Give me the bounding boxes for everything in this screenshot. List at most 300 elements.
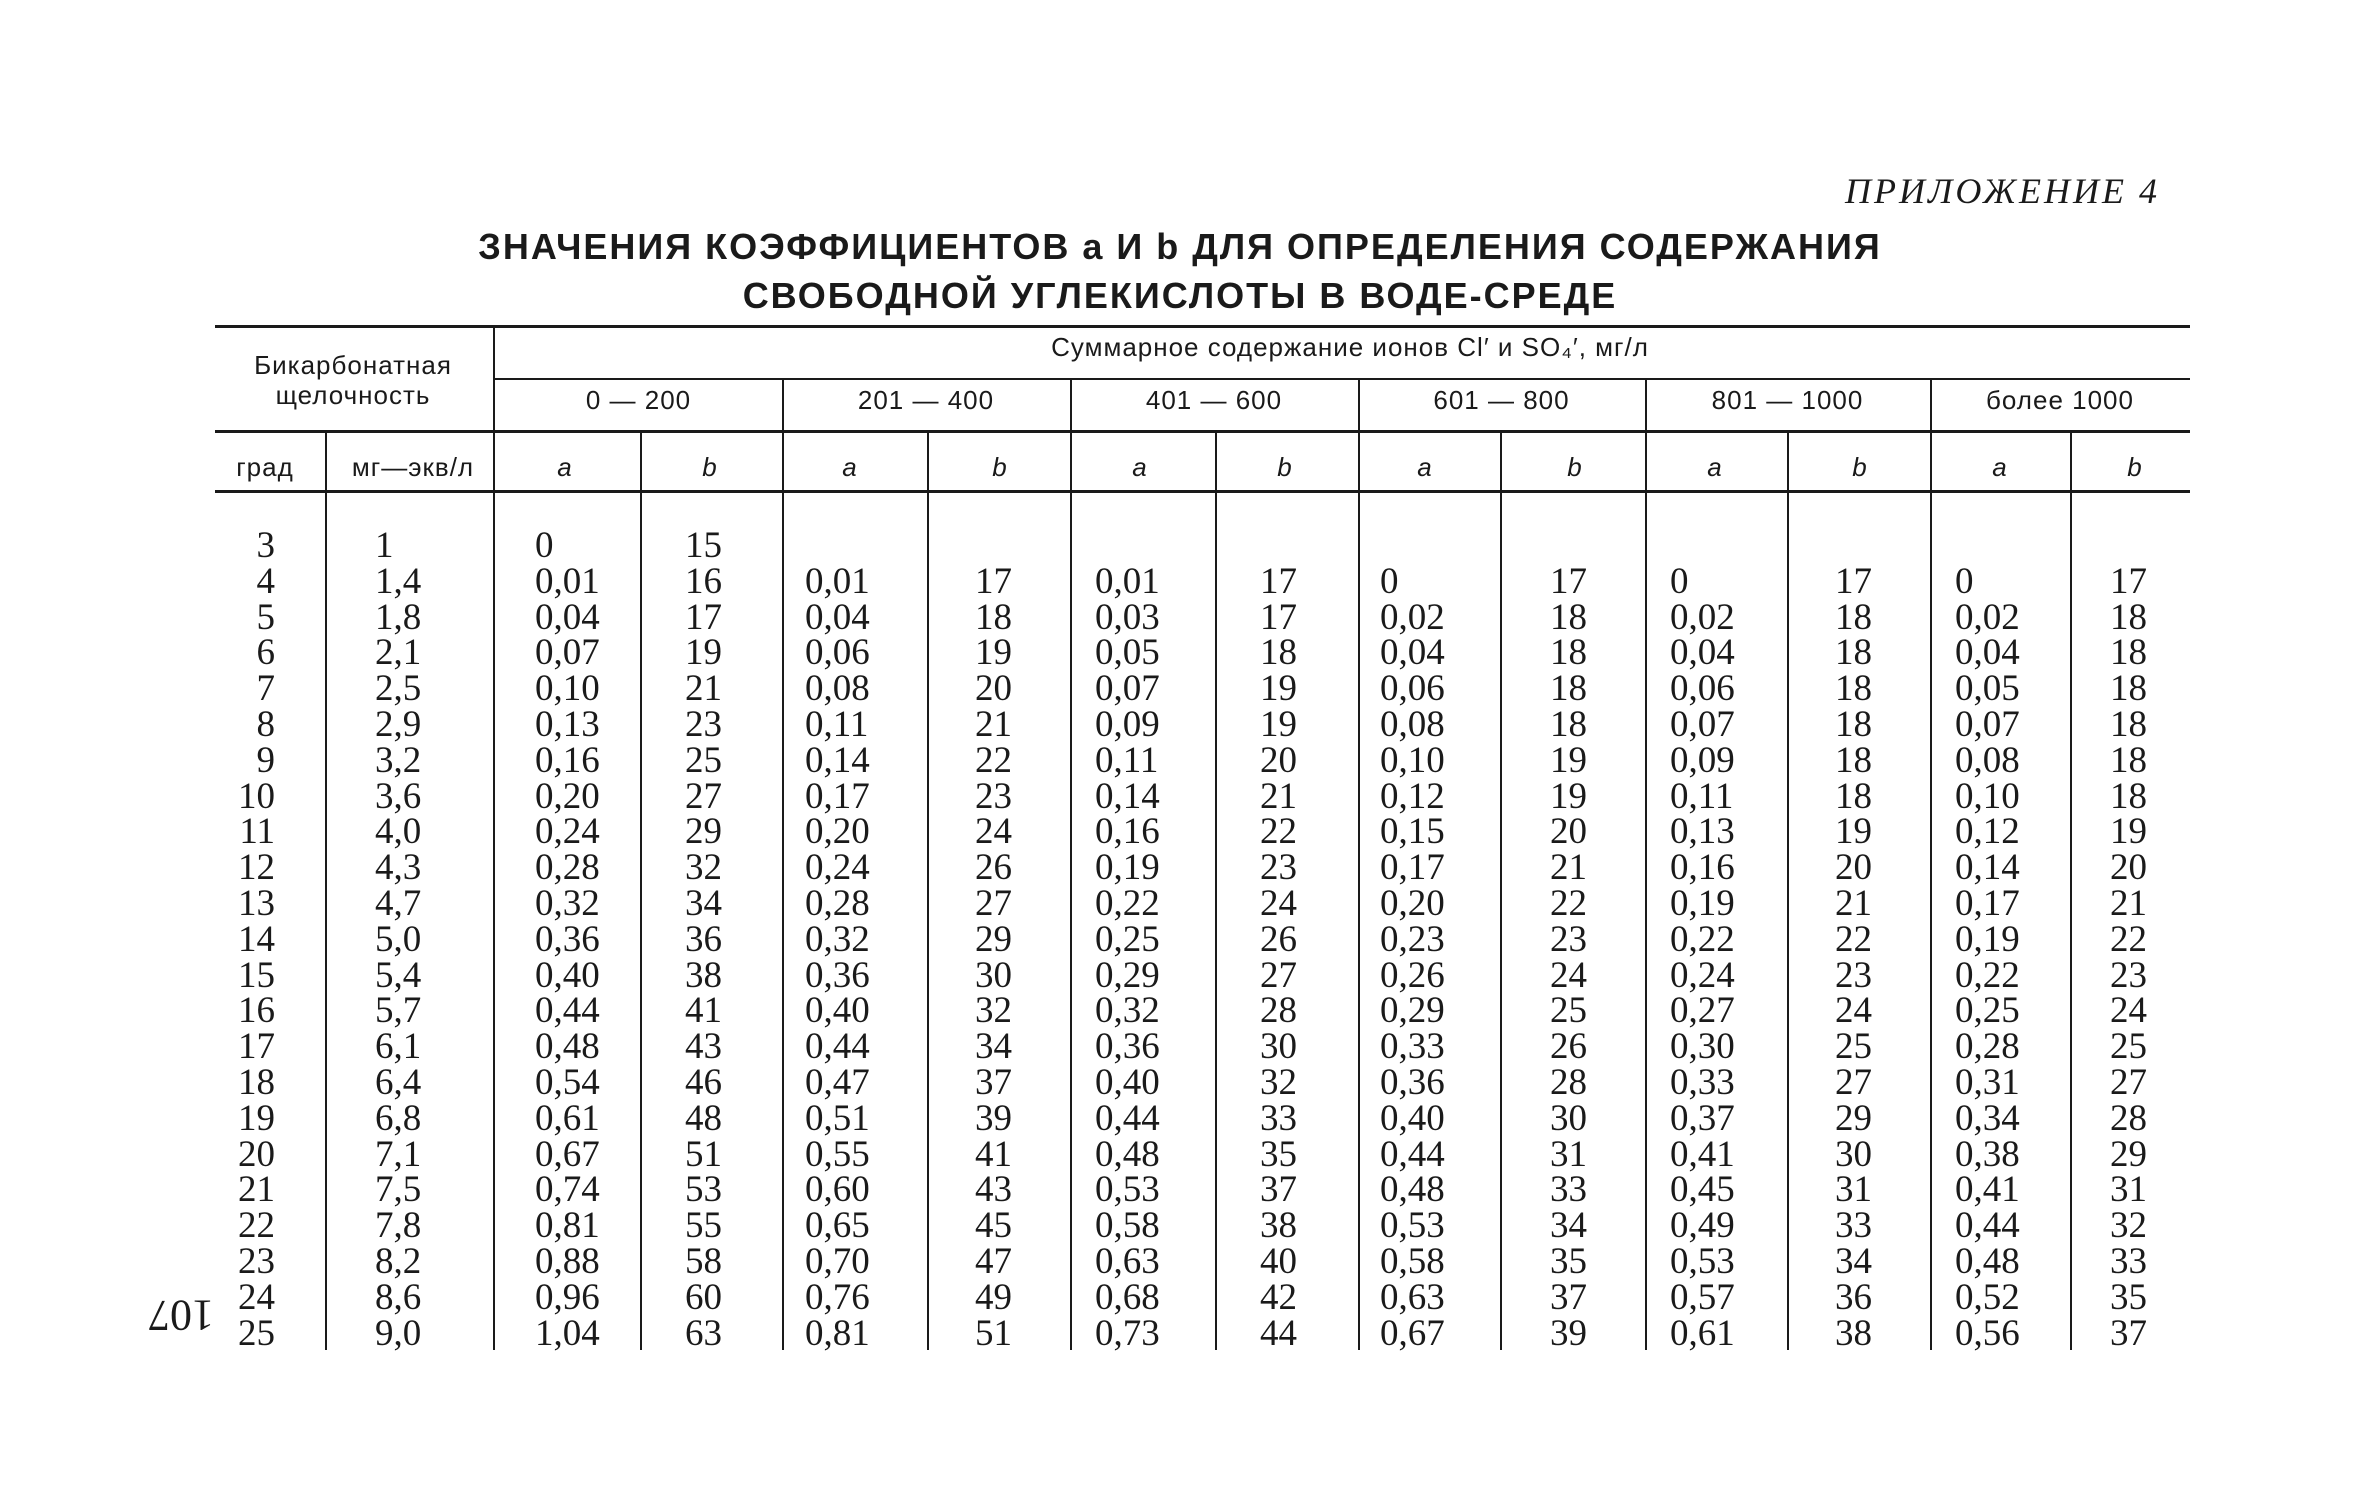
table-cell: 23 [2110,954,2147,996]
table-cell: 28 [1260,990,1297,1032]
table-cell: 0,28 [535,847,600,889]
table-cell: 17 [1260,596,1297,638]
table-cell: 0,07 [1670,704,1735,745]
table-cell: 0,81 [805,1312,870,1354]
table-cell: 20 [975,668,1012,710]
table-cell: 0,04 [1955,632,2020,674]
table-cell: 43 [975,1169,1012,1211]
subheader-b: b [992,452,1008,482]
table-cell: 0,07 [535,632,600,674]
table-cell: 25 [238,1312,275,1354]
table-cell: 60 [685,1276,722,1318]
table-cell: 45 [975,1205,1012,1247]
table-cell: 6,4 [375,1062,422,1103]
table-cell: 0,41 [1670,1133,1735,1175]
table-cell: 0,04 [535,596,600,638]
table-cell: 17 [1260,560,1297,602]
table-cell: 24 [1550,954,1587,996]
table-cell: 26 [975,847,1012,889]
table-cell: 0,09 [1670,739,1735,781]
table-cell: 33 [1550,1169,1587,1211]
table-cell: 22 [1835,918,1872,960]
group-header: 801 — 1000 [1711,385,1864,415]
table-cell: 0,14 [1095,775,1160,817]
table-cell: 0,17 [1380,847,1445,889]
table-cell: 0,22 [1955,954,2020,996]
table-cell: 17 [1550,560,1587,602]
table-cell: 23 [1550,918,1587,960]
table-cell: 0,44 [805,1026,870,1068]
table-cell: 23 [1260,847,1297,889]
table-cell: 0,58 [1095,1205,1160,1247]
table-cell: 16 [238,990,275,1032]
table-cell: 34 [1835,1241,1872,1282]
table-cell: 0,16 [535,739,600,781]
table-cell: 46 [685,1062,722,1103]
table-cell: 17 [2110,560,2147,602]
table-cell: 0,07 [1095,668,1160,710]
table-cell: 0,47 [805,1062,870,1103]
column-rule [927,432,929,492]
column-rule [927,492,929,1350]
table-cell: 0,31 [1955,1062,2020,1103]
table-cell: 0,32 [535,883,600,924]
table-cell: 0,13 [1670,811,1735,853]
table-cell: 0,48 [1095,1133,1160,1175]
group-header: более 1000 [1986,385,2134,415]
table-cell: 22 [1260,811,1297,853]
table-cell: 25 [1550,990,1587,1032]
table-cell: 0,40 [805,990,870,1032]
table-cell: 19 [238,1097,275,1139]
table-cell: 21 [685,668,722,710]
table-cell: 0,45 [1670,1169,1735,1211]
table-cell: 18 [1260,632,1297,674]
table-cell: 0,32 [805,918,870,960]
table-cell: 0,23 [1380,918,1445,960]
table-cell: 0,55 [805,1133,870,1175]
table-cell: 0,12 [1380,775,1445,817]
table-cell: 0,48 [535,1026,600,1068]
subheader-b: b [1277,452,1293,482]
mgeq-header: мг—экв/л [351,452,475,482]
table-cell: 0,44 [1380,1133,1445,1175]
table-cell: 18 [1835,632,1872,674]
table-cell: 0,44 [1955,1205,2020,1247]
table-cell: 7,8 [375,1205,422,1247]
table-top-rule [215,325,2190,328]
subheader-a: a [1992,452,2008,482]
table-cell: 0,05 [1955,668,2020,710]
table-cell: 0,36 [1380,1062,1445,1103]
table-cell: 21 [1260,775,1297,817]
left-header: Бикарбонатная щелочность [254,350,452,410]
table-cell: 0,24 [1670,954,1735,996]
table-cell: 0,03 [1095,596,1160,638]
table-cell: 12 [238,847,275,889]
table-cell: 8,6 [375,1276,422,1318]
table-cell: 32 [1260,1062,1297,1103]
table-cell: 0,32 [1095,990,1160,1032]
table-cell: 51 [975,1312,1012,1354]
table-cell: 41 [685,990,722,1032]
table-cell: 0,58 [1380,1241,1445,1282]
table-cell: 0,27 [1670,990,1735,1032]
table-cell: 0,08 [1380,704,1445,745]
table-cell: 0,17 [1955,883,2020,924]
table-cell: 0,06 [1380,668,1445,710]
table-cell: 27 [685,775,722,817]
table-cell: 20 [2110,847,2147,889]
table-cell: 0,08 [1955,739,2020,781]
table-cell: 0,33 [1380,1026,1445,1068]
table-cell: 0,63 [1380,1276,1445,1318]
table-cell: 0,48 [1380,1169,1445,1211]
table-cell: 3 [256,525,275,566]
table-cell: 37 [975,1062,1012,1103]
table-cell: 34 [1550,1205,1587,1247]
table-cell: 19 [1550,775,1587,817]
table-cell: 0,74 [535,1169,600,1211]
column-rule [2070,492,2072,1350]
table-cell: 0,01 [1095,560,1160,602]
table-cell: 31 [1835,1169,1872,1211]
table-cell: 20 [238,1133,275,1175]
table-cell: 19 [1260,668,1297,710]
table-cell: 38 [685,954,722,996]
table-cell: 27 [975,883,1012,924]
table-cell: 4,0 [375,811,422,853]
table-cell: 43 [685,1026,722,1068]
table-cell: 7,1 [375,1133,422,1175]
table-cell: 35 [1260,1133,1297,1175]
column-rule [1500,492,1502,1350]
table-cell: 18 [1550,632,1587,674]
table-cell: 17 [975,560,1012,602]
table-cell: 28 [1550,1062,1587,1103]
subheader-b: b [1567,452,1583,482]
table-cell: 27 [2110,1062,2147,1103]
table-cell: 0,38 [1955,1133,2020,1175]
group-header: 401 — 600 [1145,385,1283,415]
table-cell: 48 [685,1097,722,1139]
table-cell: 36 [685,918,722,960]
column-rule [1215,492,1217,1350]
table-cell: 0,15 [1380,811,1445,853]
table-cell: 0,22 [1095,883,1160,924]
table-cell: 0,20 [535,775,600,817]
table-cell: 23 [975,775,1012,817]
table-cell: 0,02 [1955,596,2020,638]
appendix-label: ПРИЛОЖЕНИЕ 4 [1845,171,2160,211]
table-cell: 33 [2110,1241,2147,1282]
table-cell: 0,10 [535,668,600,710]
table-cell: 51 [685,1133,722,1175]
column-rule [640,432,642,492]
group-header: 0 — 200 [585,385,692,415]
table-cell: 7,5 [375,1169,422,1211]
table-cell: 13 [238,883,275,924]
table-cell: 0,96 [535,1276,600,1318]
subheader-a: a [842,452,858,482]
table-cell: 9,0 [375,1312,422,1354]
subheader-a: a [1417,452,1433,482]
table-cell: 63 [685,1312,722,1354]
table-cell: 33 [1835,1205,1872,1247]
table-cell: 39 [975,1097,1012,1139]
table-cell: 30 [1835,1133,1872,1175]
table-cell: 3,6 [375,775,422,817]
table-cell: 44 [1260,1312,1297,1354]
table-cell: 47 [975,1241,1012,1282]
table-cell: 0,24 [805,847,870,889]
column-rule [1358,380,1360,1350]
table-cell: 0,01 [805,560,870,602]
table-cell: 24 [1835,990,1872,1032]
table-cell: 0,30 [1670,1026,1735,1068]
table-cell: 0 [1380,560,1399,602]
table-cell: 0,19 [1095,847,1160,889]
table-cell: 23 [1835,954,1872,996]
table-cell: 0,60 [805,1169,870,1211]
table-cell: 18 [1835,704,1872,745]
table-cell: 0,20 [805,811,870,853]
table-cell: 0,53 [1670,1241,1735,1282]
table-cell: 30 [1550,1097,1587,1139]
table-cell: 0,57 [1670,1276,1735,1318]
table-cell: 30 [975,954,1012,996]
table-cell: 0,41 [1955,1169,2020,1211]
table-cell: 0,11 [1095,739,1159,781]
table-cell: 19 [1550,739,1587,781]
table-cell: 1,04 [535,1312,600,1354]
table-cell: 0,70 [805,1241,870,1282]
table-cell: 0,28 [805,883,870,924]
table-cell: 37 [2110,1312,2147,1354]
table-cell: 0,40 [535,954,600,996]
table-cell: 0,06 [1670,668,1735,710]
table-cell: 0,14 [1955,847,2020,889]
column-rule [493,328,495,1350]
table-cell: 20 [1260,739,1297,781]
table-cell: 41 [975,1133,1012,1175]
table-cell: 23 [685,704,722,745]
table-cell: 6,1 [375,1026,422,1068]
table-cell: 0,40 [1380,1097,1445,1139]
table-cell: 10 [238,775,275,817]
table-cell: 0,48 [1955,1241,2020,1282]
table-cell: 0,53 [1095,1169,1160,1211]
table-cell: 0,29 [1095,954,1160,996]
table-cell: 0,67 [1380,1312,1445,1354]
table-cell: 17 [685,596,722,638]
column-rule [1787,492,1789,1350]
table-cell: 0,09 [1095,704,1160,745]
table-cell: 0,25 [1095,918,1160,960]
table-cell: 19 [975,632,1012,674]
table-cell: 21 [238,1169,275,1211]
table-cell: 0,04 [1670,632,1735,674]
table-cell: 0,26 [1380,954,1445,996]
table-cell: 18 [2110,739,2147,781]
table-cell: 0,07 [1955,704,2020,745]
table-cell: 53 [685,1169,722,1211]
table-cell: 19 [1260,704,1297,745]
table-cell: 0,65 [805,1205,870,1247]
subheader-b: b [2127,452,2143,482]
table-cell: 31 [1550,1133,1587,1175]
title-line-1: ЗНАЧЕНИЯ КОЭФФИЦИЕНТОВ a И b ДЛЯ ОПРЕДЕЛЕНИЯ СОДЕРЖАНИЯ [478,226,1882,267]
table-cell: 18 [2110,704,2147,745]
table-cell: 8,2 [375,1241,422,1282]
table-cell: 40 [1260,1241,1297,1282]
subheader-b: b [702,452,718,482]
table-cell: 0 [1955,560,1974,602]
table-cell: 24 [1260,883,1297,924]
table-cell: 18 [1550,704,1587,745]
table-cell: 0,63 [1095,1241,1160,1282]
table-cell: 18 [1835,775,1872,817]
table-cell: 32 [685,847,722,889]
table-cell: 19 [1835,811,1872,853]
table-cell: 0,49 [1670,1205,1735,1247]
table-cell: 0,11 [805,704,869,745]
table-cell: 0,20 [1380,883,1445,924]
subheader-b: b [1852,452,1868,482]
table-cell: 37 [1260,1169,1297,1211]
table-cell: 15 [238,954,275,996]
table-cell: 24 [2110,990,2147,1032]
table-cell: 0,08 [805,668,870,710]
table-cell: 17 [1835,560,1872,602]
table-cell: 35 [1550,1241,1587,1282]
table-cell: 42 [1260,1276,1297,1318]
table-cell: 58 [685,1241,722,1282]
table-cell: 21 [1550,847,1587,889]
table-cell: 0,05 [1095,632,1160,674]
table-cell: 0,36 [535,918,600,960]
table-cell: 0,88 [535,1241,600,1282]
table-cell: 18 [1550,596,1587,638]
table-cell: 0,73 [1095,1312,1160,1354]
table-cell: 0,34 [1955,1097,2020,1139]
table-cell: 29 [1835,1097,1872,1139]
page-title [380,222,1980,320]
page-number: 107 [148,1291,214,1340]
table-cell: 0,44 [535,990,600,1032]
table-cell: 18 [2110,596,2147,638]
table-cell: 1,4 [375,560,422,602]
table-cell: 18 [1835,668,1872,710]
table-cell: 15 [685,525,722,566]
table-cell: 30 [1260,1026,1297,1068]
table-cell: 6,8 [375,1097,422,1139]
column-rule [1787,432,1789,492]
table-cell: 0,28 [1955,1026,2020,1068]
table-cell: 2,5 [375,668,422,710]
column-rule [1500,432,1502,492]
table-cell: 24 [238,1276,275,1318]
table-cell: 25 [1835,1026,1872,1068]
table-cell: 34 [975,1026,1012,1068]
table-cell: 0,24 [535,811,600,853]
table-cell: 0,04 [1380,632,1445,674]
subheader-a: a [1707,452,1723,482]
table-cell: 36 [1835,1276,1872,1318]
table-cell: 22 [2110,918,2147,960]
column-rule [2070,432,2072,492]
table-cell: 0,52 [1955,1276,2020,1318]
table-cell: 34 [685,883,722,924]
table-cell: 14 [238,918,275,960]
table-cell: 0,67 [535,1133,600,1175]
table-cell: 0,13 [535,704,600,745]
table-cell: 18 [1835,596,1872,638]
table-cell: 18 [2110,775,2147,817]
table-cell: 18 [1835,739,1872,781]
table-cell: 0,02 [1380,596,1445,638]
table-cell: 27 [1260,954,1297,996]
table-cell: 4 [256,560,275,602]
table-cell: 1 [375,525,394,566]
group-header: 201 — 400 [857,385,995,415]
table-cell: 21 [1835,883,1872,924]
table-cell: 0,19 [1670,883,1735,924]
table-cell: 0,56 [1955,1312,2020,1354]
table-cell: 0,06 [805,632,870,674]
table-cell: 0,61 [535,1097,600,1139]
table-cell: 0,33 [1670,1062,1735,1103]
table-cell: 0,10 [1955,775,2020,817]
table-cell: 0,17 [805,775,870,817]
table-cell: 1,8 [375,596,422,638]
grad-header: град [236,452,294,482]
table-cell: 0,04 [805,596,870,638]
table-cell: 18 [2110,668,2147,710]
groups-top-rule [495,378,2190,380]
table-cell: 0,36 [805,954,870,996]
table-cell: 0,22 [1670,918,1735,960]
table-cell: 26 [1260,918,1297,960]
table-cell: 23 [238,1241,275,1282]
table-cell: 49 [975,1276,1012,1318]
table-cell: 37 [1550,1276,1587,1318]
table-cell: 2,9 [375,704,422,745]
table-cell: 19 [2110,811,2147,853]
table-cell: 22 [238,1205,275,1247]
table-cell: 0,40 [1095,1062,1160,1103]
table-cell: 0,19 [1955,918,2020,960]
table-cell: 38 [1260,1205,1297,1247]
table-cell: 0,11 [1670,775,1734,817]
table-cell: 3,2 [375,739,422,781]
subheader-a: a [557,452,573,482]
table-cell: 16 [685,560,722,602]
table-cell: 0,02 [1670,596,1735,638]
table-cell: 33 [1260,1097,1297,1139]
table-cell: 0,01 [535,560,600,602]
column-rule [640,492,642,1350]
table-cell: 0,14 [805,739,870,781]
table-cell: 0,12 [1955,811,2020,853]
table-cell: 0,16 [1095,811,1160,853]
table-cell: 22 [1550,883,1587,924]
table-cell: 4,7 [375,883,422,924]
table-cell: 25 [685,739,722,781]
table-cell: 18 [975,596,1012,638]
table-cell: 4,3 [375,847,422,889]
table-cell: 0,25 [1955,990,2020,1032]
